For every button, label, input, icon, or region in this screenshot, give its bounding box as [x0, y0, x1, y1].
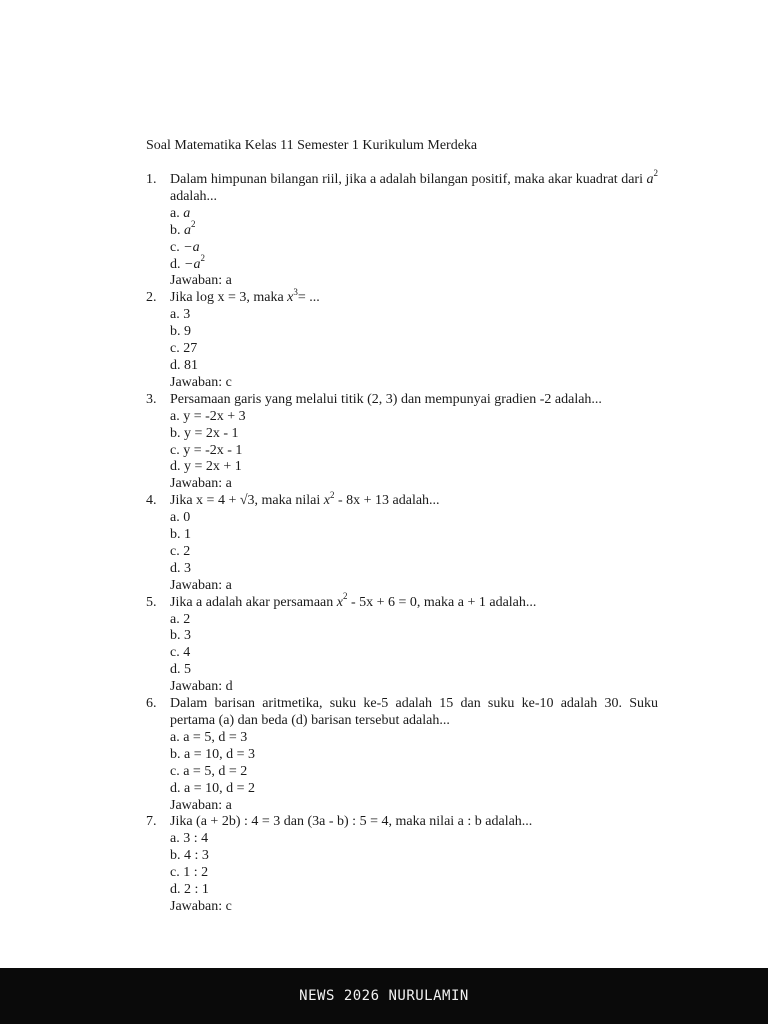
math-variable: x [287, 290, 294, 306]
option-b: b. 4 : 3 [170, 848, 209, 864]
question-6 [146, 696, 658, 814]
exponent: 2 [653, 168, 658, 179]
math-variable: x [336, 594, 343, 610]
option-d: d. 2 : 1 [170, 882, 209, 898]
answer-key: Jawaban: a [170, 476, 232, 492]
option-b: b. 1 [170, 527, 191, 543]
option-d: d. 5 [170, 662, 191, 678]
option-b: b. $a^2$ [170, 219, 196, 238]
option-b: b. a = 10, d = 3 [170, 746, 256, 762]
question-number: 7. [146, 814, 157, 830]
page-title: Soal Matematika Kelas 11 Semester 1 Kurikulum Merdeka [146, 138, 478, 153]
question-text: Jika x = 4 + √3, maka nilai $x^2 - 8x + 13$ adalah... [170, 489, 440, 509]
exponent: 2 [342, 591, 348, 601]
math-variable: x [323, 493, 330, 509]
option-c: c. 4 [170, 645, 191, 661]
question-number: 6. [146, 696, 157, 712]
question-text: Jika log x = 3, maka $x^3=$ ... [170, 286, 320, 306]
option-a: a. 2 [170, 611, 191, 627]
answer-key: Jawaban: c [170, 374, 232, 390]
option-a: a. 0 [170, 510, 191, 526]
answer-key: Jawaban: a [170, 577, 232, 593]
question-text: Jika a adalah akar persamaan $x^2 - 5x + 6 = 0$, maka a + 1 adalah... [170, 591, 537, 610]
answer-key: Jawaban: d [170, 679, 233, 695]
option-c: c. 2 [170, 543, 191, 559]
question-3 [146, 392, 658, 493]
exponent: 2 [329, 489, 335, 500]
option-a: a. 3 [170, 307, 191, 323]
footer-text: NEWS 2026 NURULAMIN [299, 988, 469, 1004]
option-d: d. a = 10, d = 2 [170, 780, 256, 796]
option-c: c. a = 5, d = 2 [170, 763, 248, 779]
option-a: a. y = -2x + 3 [170, 408, 246, 424]
exponent: 2 [200, 252, 205, 263]
option-a: a. a [170, 205, 191, 221]
option-c: c. y = -2x - 1 [170, 442, 243, 458]
question-5 [146, 591, 658, 696]
question-number: 3. [146, 391, 157, 407]
question-number: 5. [146, 594, 157, 610]
question-number: 1. [146, 172, 157, 187]
answer-key: Jawaban: a [170, 273, 232, 289]
answer-key: Jawaban: a [170, 797, 232, 813]
option-d: d. y = 2x + 1 [170, 459, 242, 475]
question-7 [146, 814, 658, 915]
option-d: d. 3 [170, 560, 191, 576]
option-c: c. 1 : 2 [170, 865, 209, 881]
question-4 [146, 489, 658, 594]
question-number: 2. [146, 290, 157, 306]
option-b: b. 3 [170, 628, 191, 644]
option-b: b. 9 [170, 324, 191, 340]
footer-banner [0, 968, 768, 1024]
question-text: Persamaan garis yang melalui titik (2, 3) dan mempunyai gradien -2 adalah... [170, 391, 602, 407]
question-text: Dalam himpunan bilangan riil, jika a adalah bilangan positif, maka akar kuadrat dari $a^2$ adalah... [170, 168, 658, 204]
question-list [146, 168, 658, 916]
math-variable: a [646, 172, 654, 187]
option-c: c. 27 [170, 341, 198, 357]
option-c: c. −a [170, 239, 200, 255]
exponent: 2 [191, 219, 196, 230]
option-b: b. y = 2x - 1 [170, 425, 239, 441]
option-d: d. 81 [170, 357, 198, 373]
option-a: a. a = 5, d = 3 [170, 729, 248, 745]
answer-key: Jawaban: c [170, 898, 232, 914]
option-a: a. 3 : 4 [170, 831, 209, 847]
question-text: Dalam barisan aritmetika, suku ke-5 adalah 15 dan suku ke-10 adalah 30. Suku pertama (a) dan beda (d) barisan tersebut adalah... [170, 696, 658, 728]
question-1 [146, 168, 658, 290]
option-d: d. $-a^2$ [170, 252, 205, 272]
question-number: 4. [146, 493, 157, 509]
question-text: Jika (a + 2b) : 4 = 3 dan (3a - b) : 5 = 4, maka nilai a : b adalah... [170, 814, 533, 830]
question-2 [146, 286, 658, 391]
exponent: 3 [293, 286, 298, 297]
